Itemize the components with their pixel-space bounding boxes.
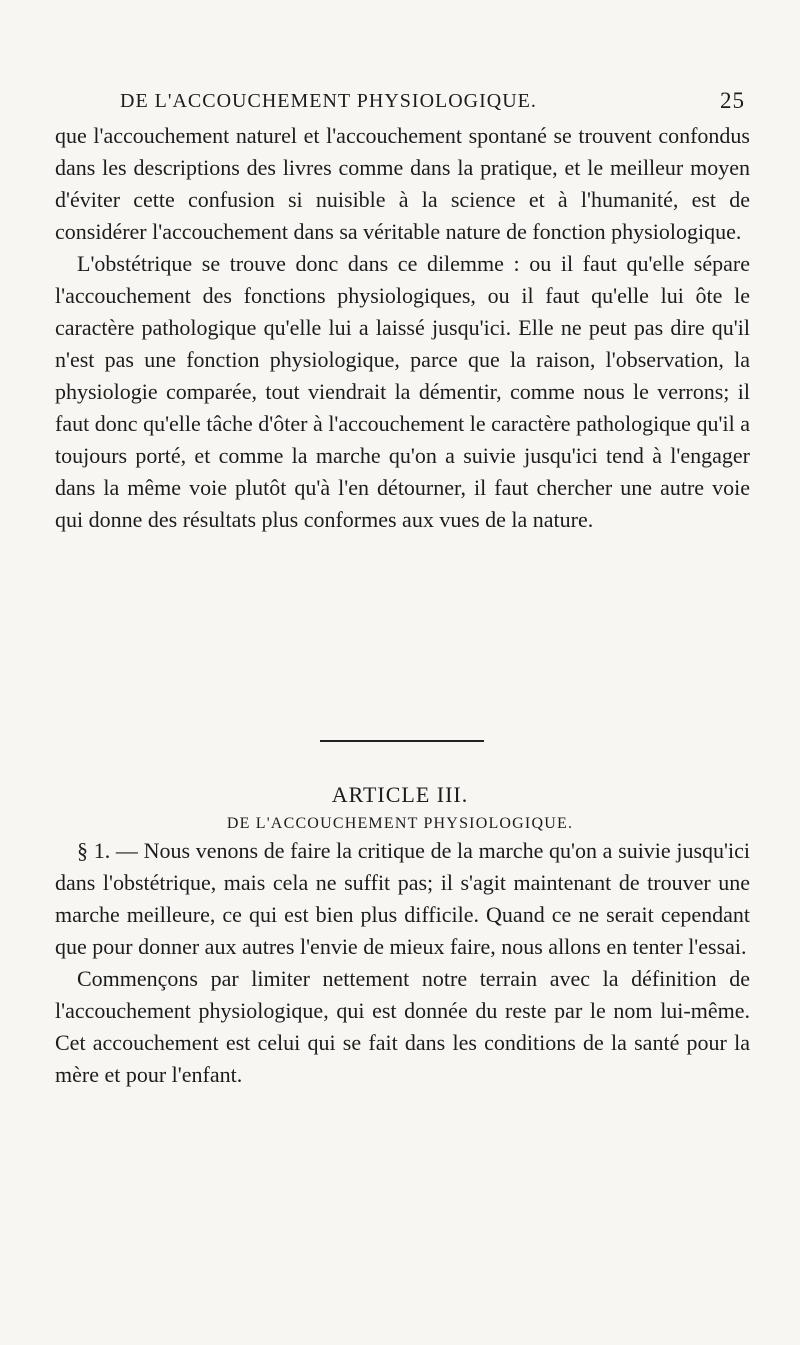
article-title: ARTICLE III. xyxy=(331,782,469,807)
page-number: 25 xyxy=(720,88,745,113)
section-divider xyxy=(320,740,484,742)
paragraph: § 1. — Nous venons de faire la critique de la marche qu'on a suivie jusqu'ici dans l'obstétrique, mais cela ne suffit pas; il s'agit maintenant de trouver une marche meilleure, ce qui est bien plus difficile. Quand ce ne serait cependant que pour donner aux autres l'envie de mieux faire, nous allons en tenter l'essai. xyxy=(55,838,750,959)
paragraph: que l'accouchement naturel et l'accouchement spontané se trouvent confondus dans les descriptions des livres comme dans la pratique, et le meilleur moyen d'éviter cette confusion si nuisible à la science et à l'humanité, est de considérer l'accouchement dans sa véritable nature de fonction physiologique. xyxy=(55,123,750,244)
text-block-top xyxy=(55,120,750,536)
running-header xyxy=(120,90,745,120)
text-block-bottom xyxy=(55,835,750,1091)
running-title: DE L'ACCOUCHEMENT PHYSIOLOGIQUE. xyxy=(120,90,537,112)
article-subtitle: DE L'ACCOUCHEMENT PHYSIOLOGIQUE. xyxy=(226,815,574,832)
paragraph: Commençons par limiter nettement notre terrain avec la définition de l'accouchement physiologique, qui est donnée du reste par le nom lui-même. Cet accouchement est celui qui se fait dans les conditions de la santé pour la mère et pour l'enfant. xyxy=(55,966,750,1087)
paragraph: L'obstétrique se trouve donc dans ce dilemme : ou il faut qu'elle sépare l'accouchement des fonctions physiologiques, ou il faut qu'elle lui ôte le caractère pathologique qu'elle lui a laissé jusqu'ici. Elle ne peut pas dire qu'il n'est pas une fonction physiologique, parce que la raison, l'observation, la physiologie comparée, tout viendrait la démentir, comme nous le verrons; il faut donc qu'elle tâche d'ôter à l'accouchement le caractère pathologique qu'il a toujours porté, et comme la marche qu'on a suivie jusqu'ici tend à l'engager dans la même voie plutôt qu'à l'en détourner, il faut chercher une autre voie qui donne des résultats plus conformes aux vues de la nature. xyxy=(55,251,750,532)
